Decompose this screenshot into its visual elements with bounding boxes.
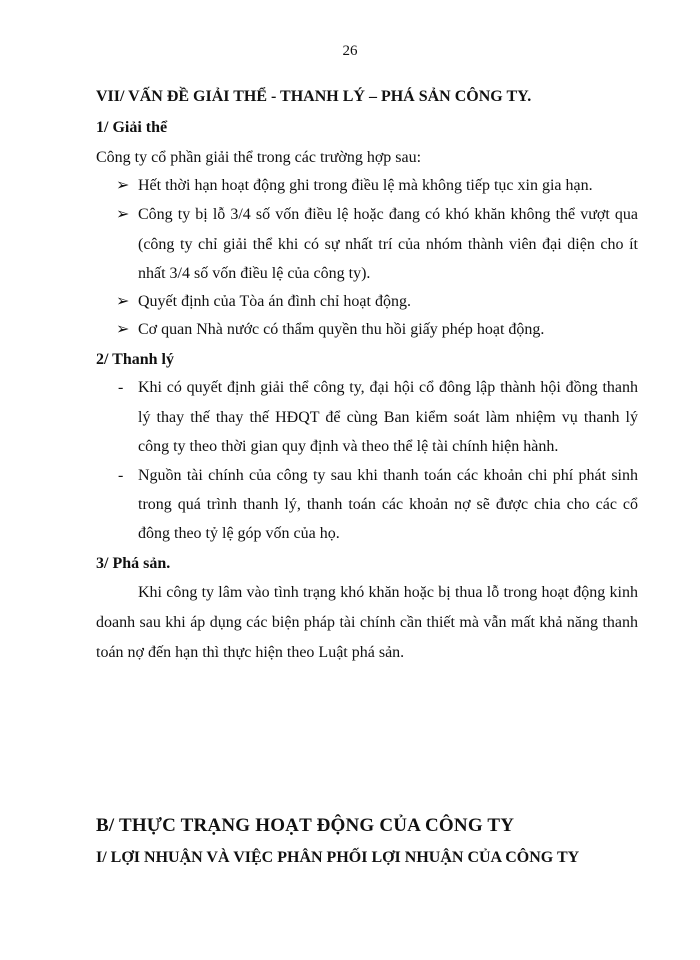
arrow-bullet-icon: ➢ [116, 293, 130, 310]
sub3-line-3: toán nợ đến hạn thì thực hiện theo Luật phá sản. [96, 644, 405, 661]
sub2-item-2-line-2: trong quá trình thanh lý, thanh toán các khoản nợ sẽ được chia cho các cổ [138, 496, 638, 513]
page-number: 26 [342, 43, 358, 59]
sub1-bullet-2-line-2: (công ty chỉ giải thể khi có sự nhất trí của nhóm thành viên đại diện cho ít [138, 236, 638, 253]
sub2-item-2-line-1: Nguồn tài chính của công ty sau khi thanh toán các khoản chi phí phát sinh [138, 467, 638, 484]
sub2-heading: 2/ Thanh lý [96, 351, 174, 368]
sub3-line-2: doanh sau khi áp dụng các biện pháp tài chính cần thiết mà vẫn mất khả năng thanh [96, 614, 638, 631]
sub2-item-2-line-3: đông theo tỷ lệ góp vốn của họ. [138, 525, 340, 542]
sub2-item-1-line-3: công ty theo thời gian quy định và theo thể lệ tài chính hiện hành. [138, 438, 559, 455]
section-vii-title: VII/ VẤN ĐỀ GIẢI THỂ - THANH LÝ – PHÁ SẢN CÔNG TY. [96, 88, 532, 105]
sub1-bullet-3: Quyết định của Tòa án đình chỉ hoạt động. [138, 293, 411, 310]
sub3-line-1: Khi công ty lâm vào tình trạng khó khăn hoặc bị thua lỗ trong hoạt động kinh [138, 584, 638, 601]
dash-bullet: - [118, 379, 124, 396]
sub1-bullet-1: Hết thời hạn hoạt động ghi trong điều lệ mà không tiếp tục xin gia hạn. [138, 177, 593, 194]
sub2-item-1-line-1: Khi có quyết định giải thể công ty, đại hội cổ đông lập thành hội đồng thanh [138, 379, 638, 396]
section-b-title: B/ THỰC TRẠNG HOẠT ĐỘNG CỦA CÔNG TY [96, 815, 515, 836]
sub1-intro: Công ty cổ phần giải thể trong các trường hợp sau: [96, 149, 422, 166]
arrow-bullet-icon: ➢ [116, 206, 130, 223]
sub1-bullet-2-line-3: nhất 3/4 số vốn điều lệ của công ty). [138, 265, 371, 282]
sub1-heading: 1/ Giải thể [96, 119, 168, 136]
arrow-bullet-icon: ➢ [116, 177, 130, 194]
sub2-item-1-line-2: lý thay thế thay thế HĐQT để cùng Ban kiểm soát làm nhiệm vụ thanh lý [138, 409, 638, 426]
section-b-subtitle: I/ LỢI NHUẬN VÀ VIỆC PHÂN PHỐI LỢI NHUẬN CỦA CÔNG TY [96, 849, 580, 866]
sub1-bullet-4: Cơ quan Nhà nước có thẩm quyền thu hồi giấy phép hoạt động. [138, 321, 545, 338]
sub1-bullet-2-line-1: Công ty bị lỗ 3/4 số vốn điều lệ hoặc đang có khó khăn không thể vượt qua [138, 206, 638, 223]
arrow-bullet-icon: ➢ [116, 321, 130, 338]
sub3-heading: 3/ Phá sản. [96, 555, 171, 572]
dash-bullet: - [118, 467, 124, 484]
